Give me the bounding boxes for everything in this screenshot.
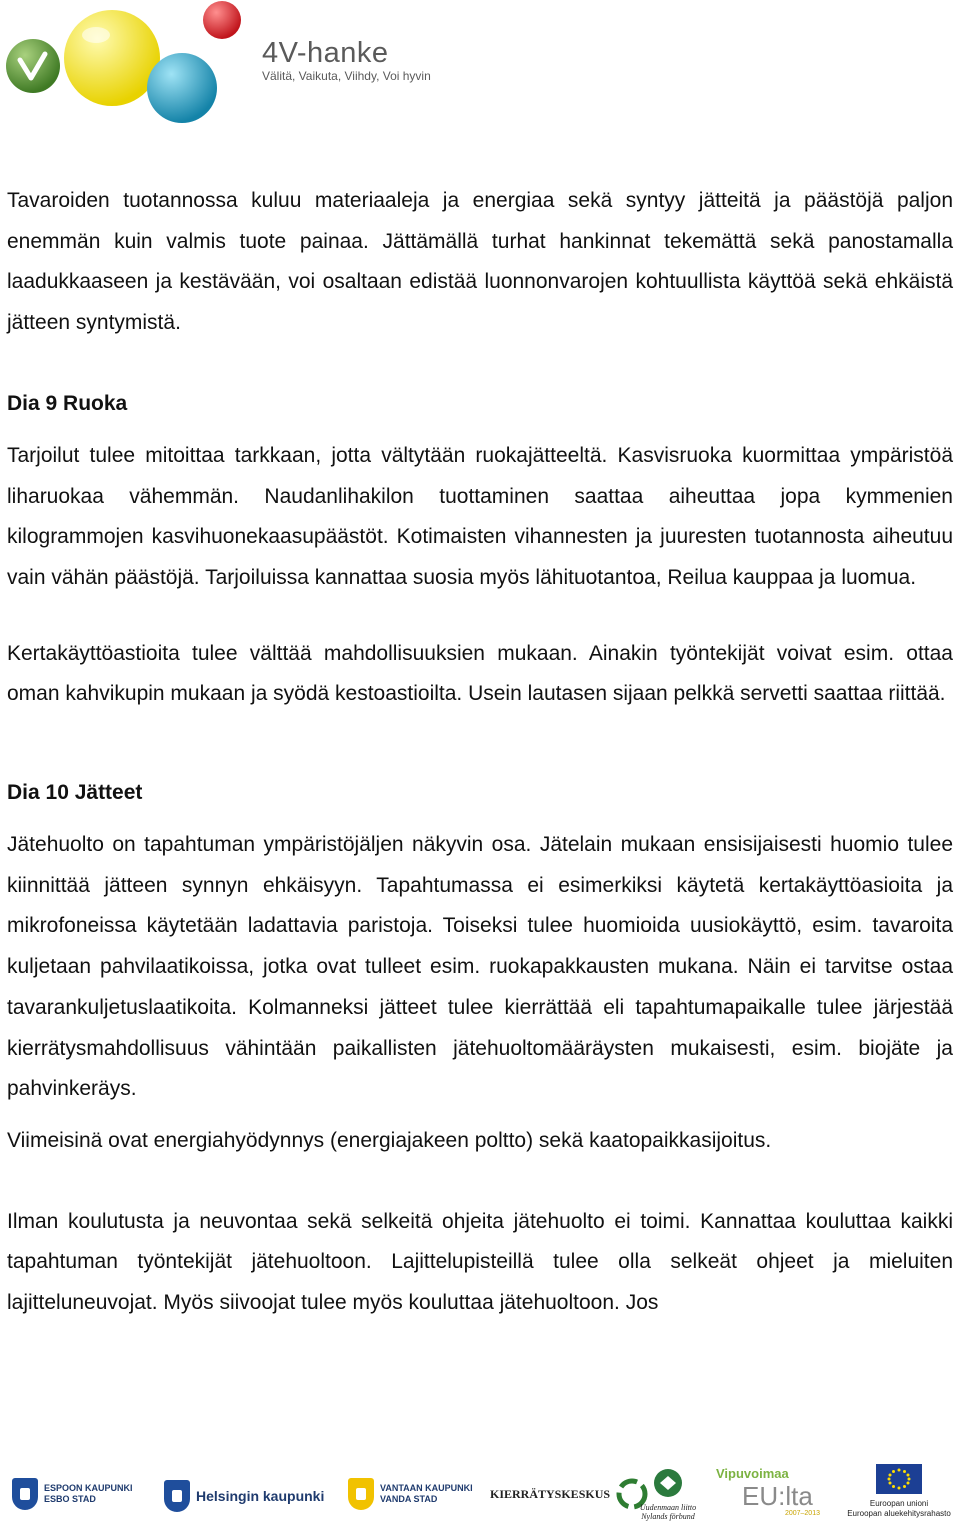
- vantaa-logo: [348, 1478, 473, 1510]
- helsinki-name: Helsingin kaupunki: [196, 1488, 325, 1504]
- espoo-logo: [12, 1478, 133, 1510]
- section-9-paragraph-1: Tarjoilut tulee mitoittaa tarkkaan, jotta vältytään ruokajätteeltä. Kasvisruoka kuormittaa ympäristöä liharuokaa vähemmän. Naudanlihakilon tuottaminen saattaa aiheuttaa jopa kymmenien kilogrammojen kasvihuonekaasupäästöt. Kotimaisten vihannesten ja juuresten tuotannosta aiheutuu vain vähän päästöjä. Tarjoiluissa kannattaa suosia myös lähituotantoa, Reilua kauppaa ja luomua.: [7, 443, 953, 589]
- espoo-name-swedish: ESBO STAD: [44, 1494, 96, 1504]
- vipuvoimaa-text: Vipuvoimaa: [716, 1466, 789, 1481]
- logo-title: 4V-hanke: [262, 37, 389, 69]
- eu-fund-name: Euroopan aluekehitysrahasto: [847, 1509, 951, 1518]
- uusimaa-name-swedish: Nylands förbund: [641, 1512, 695, 1521]
- uusimaa-emblem-icon: [653, 1468, 683, 1498]
- helsinki-shield-icon: [164, 1480, 190, 1512]
- section-10-paragraph-1: Jätehuolto on tapahtuman ympäristöjäljen näkyvin osa. Jätelain mukaan ensisijaisesti huomio tulee kiinnittää jätteen synnyn ehkäisyyn. Tapahtumassa ei esimerkiksi käytetä kertakäyttöasioita ja mikrofoneissa käytetään ladattavia paristoja. Toiseksi tulee huomioida uusiokäyttö, esim. tavaroita kuljetaan pahvilaatikoissa, jotka ovat tulleet esim. ruokapakkausten mukana. Näin ei tarvitse ostaa tavarankuljetuslaatikoita. Kolmanneksi jätteet tulee kierrättää eli tapahtumapaikalle tulee järjestää kierrätysmahdollisuus vähintään paikallisten jätehuoltomääräysten mukaisesti, esim. biojäte ja pahvinkeräys.: [7, 833, 953, 1101]
- helsinki-logo: [164, 1480, 324, 1512]
- section-9-paragraph-2: Kertakäyttöastioita tulee välttää mahdollisuuksien mukaan. Ainakin työntekijät voivat esim. ottaa oman kahvikupin mukaan ja syödä kestoastioilta. Usein lautasen sijaan pelkkä servetti saattaa riittää.: [7, 641, 953, 706]
- espoo-name: ESPOON KAUPUNKI: [44, 1483, 133, 1493]
- eulta-text: EU:lta: [742, 1481, 813, 1511]
- section-heading-dia-9: Dia 9 Ruoka: [7, 391, 128, 415]
- eu-flag-logo: [838, 1464, 960, 1519]
- 4v-hanke-logo: [0, 0, 500, 130]
- uusimaa-logo: [636, 1468, 700, 1521]
- eu-flag-icon: [876, 1464, 922, 1494]
- intro-paragraph: Tavaroiden tuotannossa kuluu materiaaleja ja energiaa sekä syntyy jätteitä ja päästöjä paljon enemmän kuin valmis tuote painaa. Jättämällä turhat hankinnat tekemättä sekä panostamalla laadukkaaseen ja kestävään, voi osaltaan edistää luonnonvarojen kohtuullista käyttöä sekä ehkäistä jätteen syntymistä.: [7, 189, 953, 335]
- kierratyskeskus-name: KIERRÄTYSKESKUS: [490, 1487, 611, 1501]
- uusimaa-name: Uudenmaan liitto: [639, 1503, 697, 1512]
- logo-subtitle: Välitä, Vaikuta, Viihdy, Voi hyvin: [262, 69, 431, 83]
- espoo-shield-icon: [12, 1478, 38, 1510]
- vantaa-shield-icon: [348, 1478, 374, 1510]
- colored-balls-logo-icon: [0, 0, 250, 130]
- section-10-paragraph-2: Viimeisinä ovat energiahyödynnys (energiajakeen poltto) sekä kaatopaikkasijoitus.: [7, 1128, 772, 1152]
- eulta-years: 2007–2013: [784, 1510, 820, 1517]
- document-body: [7, 181, 953, 1324]
- vantaa-name-swedish: VANDA STAD: [380, 1494, 438, 1504]
- section-heading-dia-10: Dia 10 Jätteet: [7, 781, 143, 805]
- vantaa-name: VANTAAN KAUPUNKI: [380, 1483, 473, 1493]
- eu-name: Euroopan unioni: [869, 1499, 929, 1508]
- kierratyskeskus-logo: [490, 1476, 650, 1512]
- footer-sponsor-logos: [0, 1462, 960, 1526]
- vipuvoimaa-eu-logo: [716, 1466, 826, 1518]
- section-10-paragraph-3: Ilman koulutusta ja neuvontaa sekä selkeitä ohjeita jätehuolto ei toimi. Kannattaa kouluttaa kaikki tapahtuman työntekijät jätehuoltoon. Lajittelupisteillä tulee olla selkeät ohjeet ja mieluiten lajitteluneuvojat. Myös siivoojat tulee myös kouluttaa jätehuoltoon. Jos: [7, 1209, 953, 1315]
